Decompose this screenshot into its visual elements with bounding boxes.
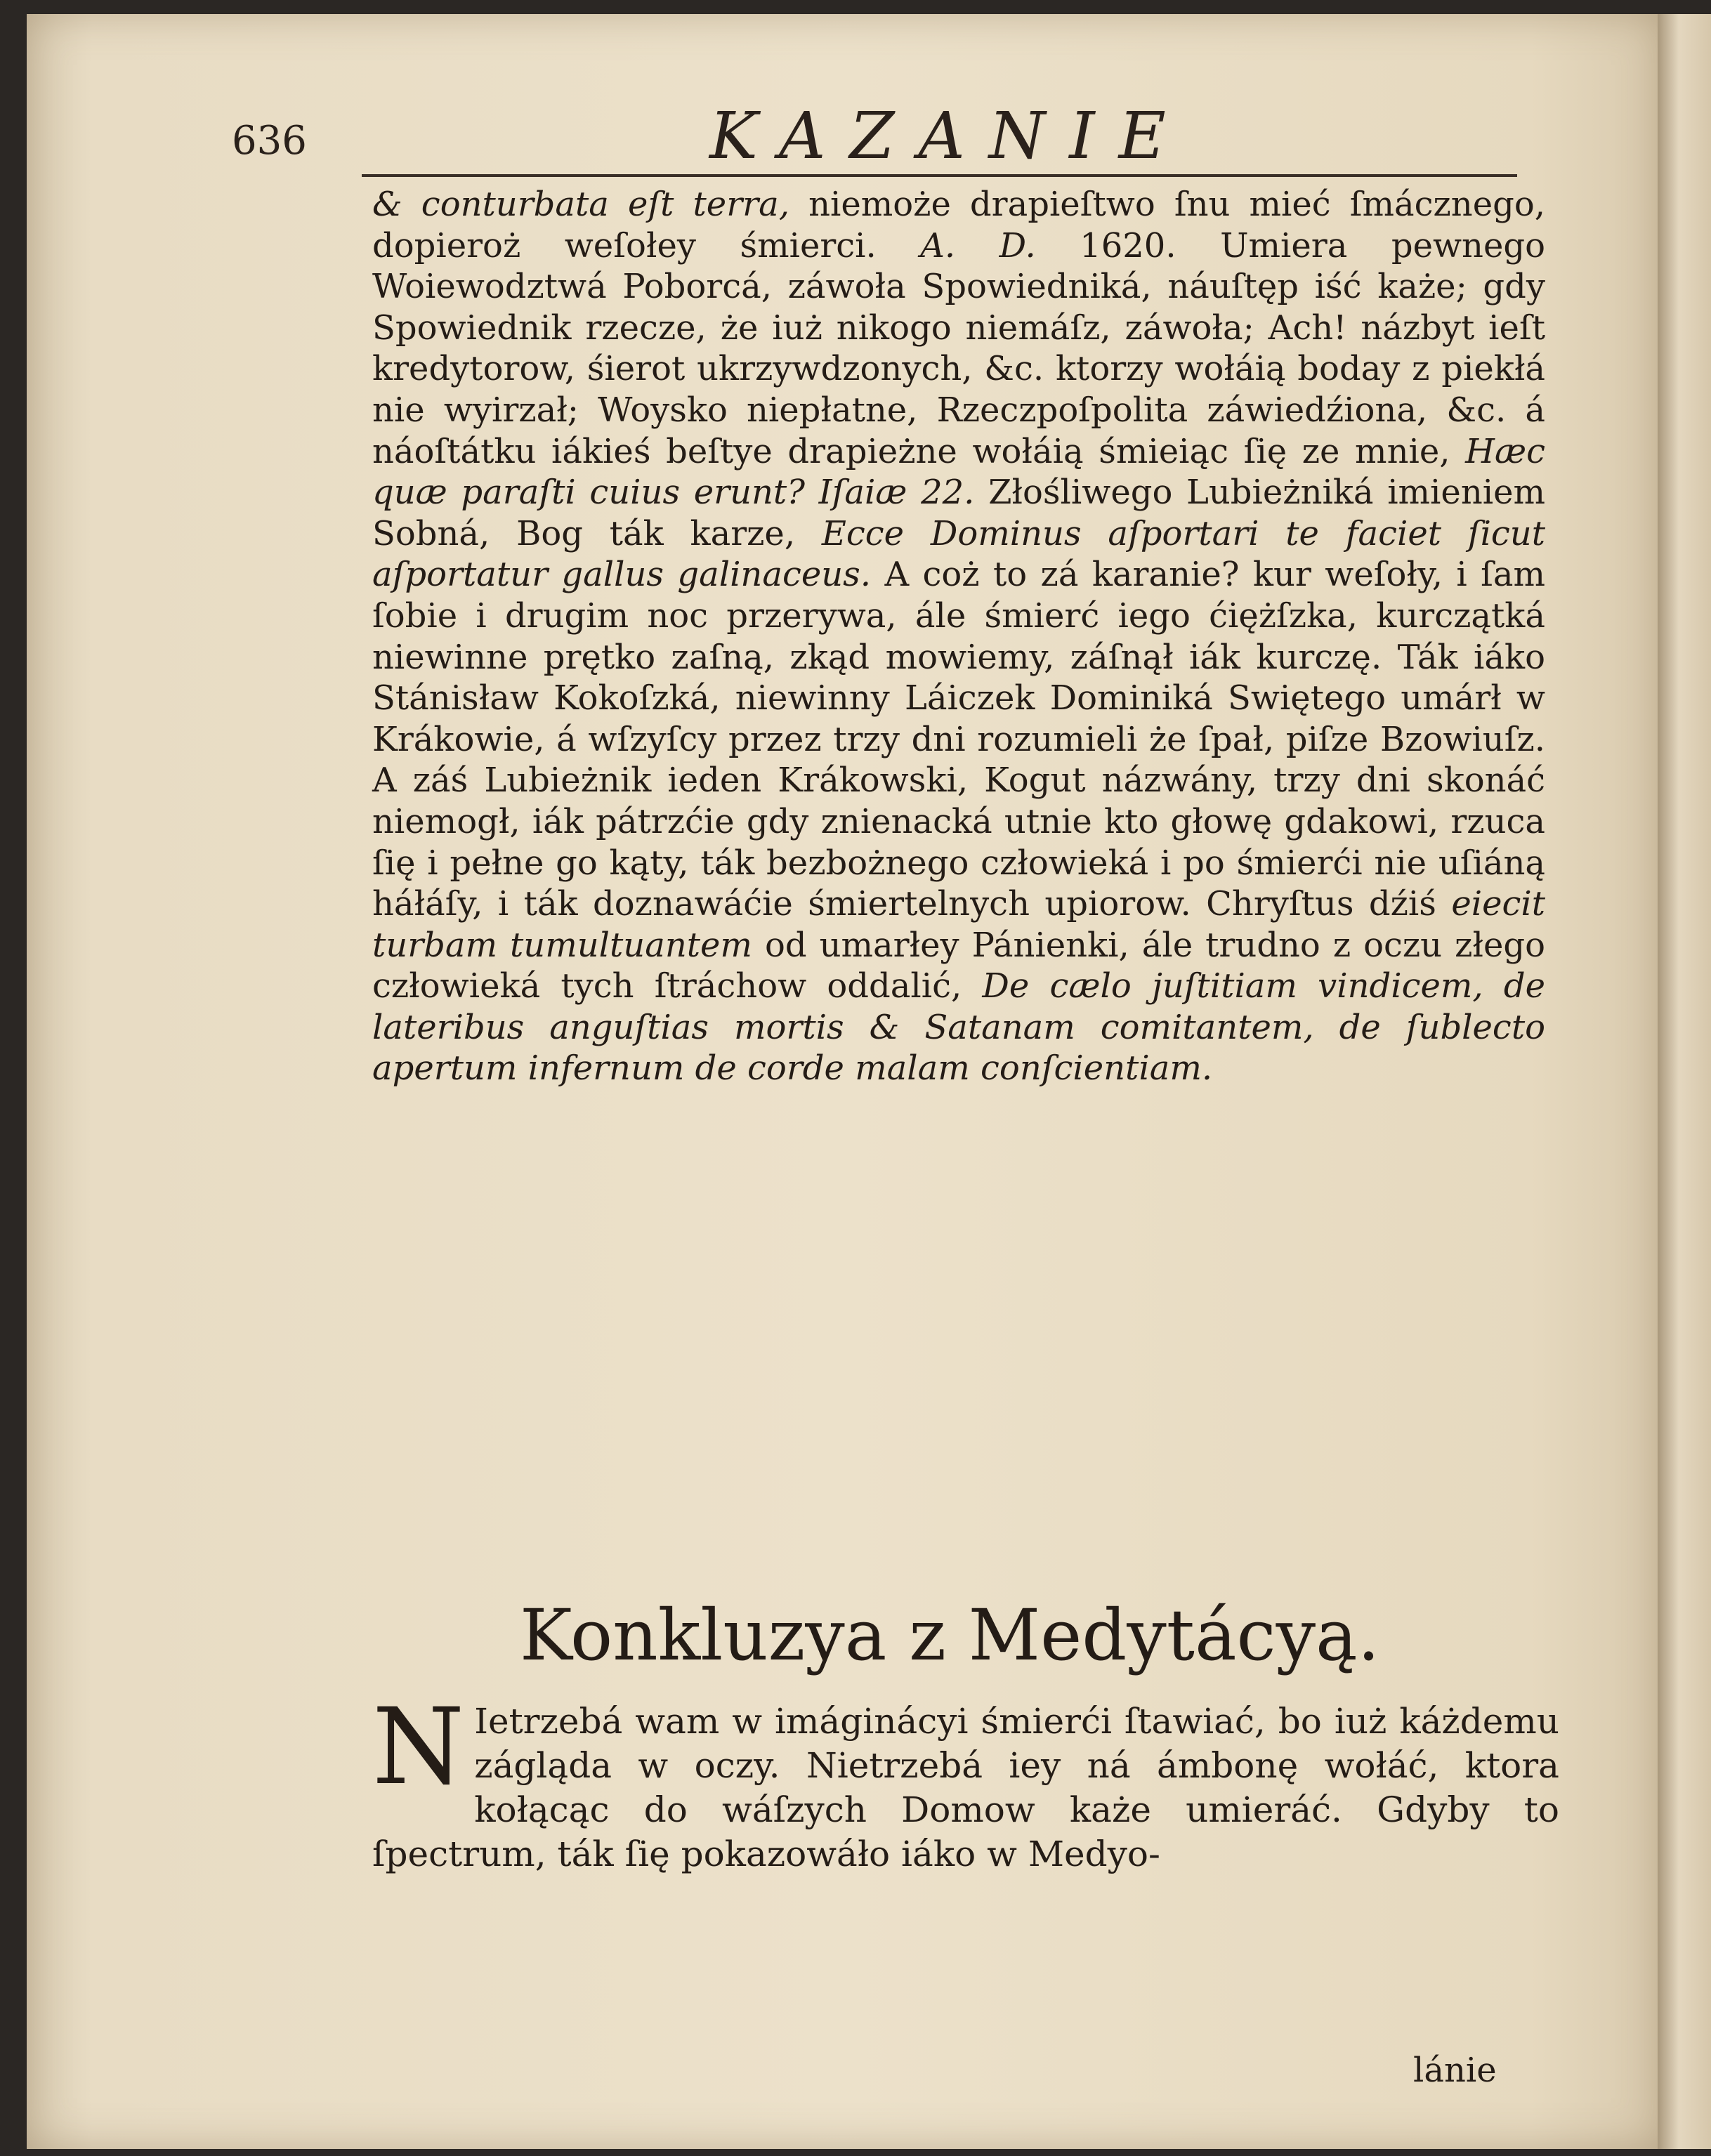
latin-quotation: Hæc quæ paraſti cuius erunt? Iſaiæ 22. [372, 431, 1545, 513]
conclusion-text: Ietrzebá wam w imáginácyi śmierći ſtawiać, bo iuż káżdemu zágląda w oczy. Nietrzebá iey ná ámbonę wołáć, ktora kołącąc do wáſzych Domow każe umieráć. Gdyby to ſpectrum, ták ſię pokazowáło iáko w Medyo- [372, 1701, 1559, 1874]
latin-quotation: A. D. [920, 225, 1036, 265]
page-number: 636 [232, 118, 307, 164]
running-title: KAZANIE [709, 98, 1190, 173]
latin-quotation: Ecce Dominus aſportari te faciet ſicut aſportatur gallus galinaceus. [372, 513, 1546, 595]
body-run: A coż to zá karanie? kur weſoły, i ſam ſobie i drugim noc przerywa, ále śmierć iego ćiężſzka, kurczątká niewinne prętko zaſną, zkąd mowiemy, záſnął iák kurczę. Ták iáko Stánisław Kokoſzká, niewinny Láiczek Dominiká Swiętego umárł w Krákowie, á wſzyſcy przez trzy dni rozumieli że ſpał, piſze Bzowiuſz. A záś Lubieżnik ieden Krákowski, Kogut názwány, trzy dni skonáć niemogł, iák pátrzćie gdy znienacká utnie kto głowę gdakowi, rzuca ſię i pełne go kąty, ták bezbożnego człowieká i po śmierći nie uſiáną háłáſy, i ták doznawáćie śmiertelnych upiorow. Chryſtus dźiś [372, 555, 1545, 924]
body-run: od umarłey Pánienki, ále trudno z oczu złego człowieká tych ſtráchow oddalić, [372, 925, 1545, 1006]
section-heading: Konkluzya z Medytácyą. [520, 1594, 1380, 1676]
catchword: lánie [1413, 2051, 1497, 2090]
latin-quotation: eiecit turbam tumultuantem [372, 884, 1545, 965]
latin-quotation: De cælo juſtitiam vindicem, de lateribus anguſtias mortis & Satanam comitantem, de ſublecto apertum infernum de corde malam conſcientiam. [372, 966, 1545, 1089]
page-header [232, 98, 1517, 176]
body-run: 1620. Umiera pewnego Woiewodztwá Poborcá, záwoła Spowiedniká, náuſtęp iść każe; gdy Spowiednik rzecze, że iuż nikogo niemáſz, záwoła; Ach! názbyt ieſt kredytorow, śierot ukrzywdzonych, &c. ktorzy wołáią boday z piekłá nie wyirzał; Woysko niepłatne, Rzeczpoſpolita záwiedźiona, &c. á náoſtátku iákieś beſtye drapieżne wołáią śmieiąc ſię ze mnie, [372, 225, 1545, 471]
conclusion-paragraph [372, 1686, 1559, 1876]
drop-cap: N [372, 1686, 465, 1808]
body-run: niemoże drapieſtwo ſnu mieć ſmácznego, dopieroż weſołey śmierci. [372, 185, 1546, 265]
body-text [372, 184, 1545, 1089]
facing-page-edge [1658, 14, 1711, 2149]
latin-quotation: & conturbata eſt terra, [372, 185, 789, 224]
header-rule [362, 174, 1517, 177]
body-run: Złośliwego Lubieżniká imieniem Sobná, Bog ták karze, [372, 473, 1546, 553]
